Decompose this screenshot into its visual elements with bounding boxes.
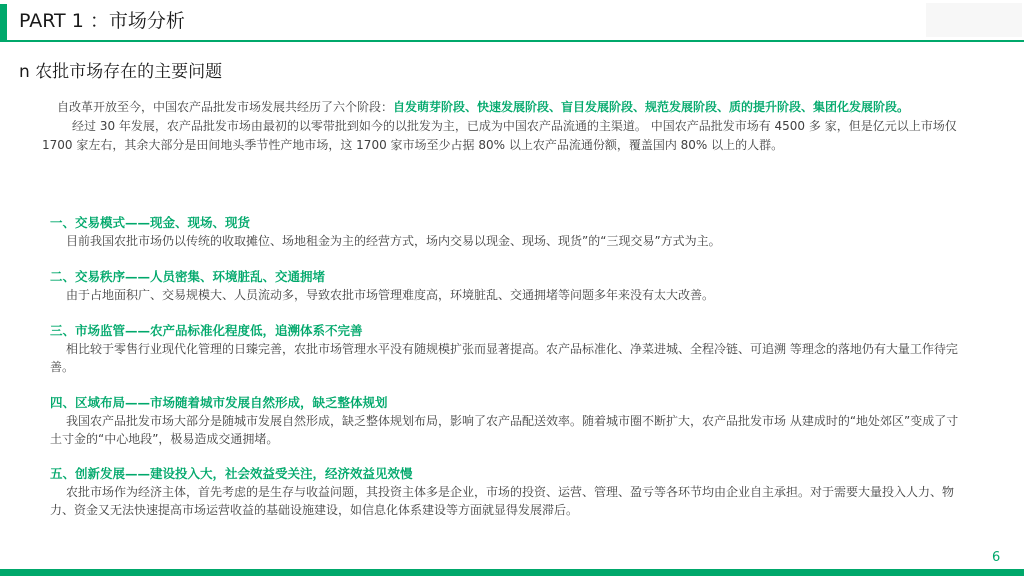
slide-subtitle xyxy=(19,60,222,84)
title-accent-bar xyxy=(0,4,7,40)
section-1 xyxy=(50,214,965,250)
section-heading: 五、创新发展——建设投入大，社会效益受关注，经济效益见效慢 xyxy=(50,466,413,481)
section-heading: 三、市场监管——农产品标准化程度低，追溯体系不完善 xyxy=(50,323,363,338)
intro-block xyxy=(42,98,988,155)
section-heading: 二、交易秩序——人员密集、环境脏乱、交通拥堵 xyxy=(50,269,326,284)
section-body: 由于占地面积广、交易规模大、人员流动多，导致农批市场管理难度高，环境脏乱、交通拥堵等问题多年来没有太大改善。 xyxy=(66,288,715,302)
section-body: 我国农产品批发市场大部分是随城市发展自然形成，缺乏整体规划布局，影响了农产品配送效率。随着城市圈不断扩大，农产品批发市场 从建成时的“地处郊区”变成了寸土寸金的“中心地段”，极易造成交通拥堵。 xyxy=(50,414,959,446)
page-number: 6 xyxy=(992,550,1001,565)
section-body: 相比较于零售行业现代化管理的日臻完善，农批市场管理水平没有随规模扩张而显著提高。农产品标准化、净菜进城、全程冷链、可追溯 等理念的落地仍有大量工作待完善。 xyxy=(50,342,958,374)
section-4 xyxy=(50,394,965,448)
section-heading: 四、区域布局——市场随着城市发展自然形成，缺乏整体规划 xyxy=(50,395,388,410)
header-divider xyxy=(0,40,1024,42)
subtitle-bullet: n xyxy=(19,62,30,82)
intro-paragraph-1 xyxy=(42,98,988,117)
section-body: 目前我国农批市场仍以传统的收取摊位、场地租金为主的经营方式，场内交易以现金、现场、现货”的“三现交易”方式为主。 xyxy=(66,234,721,248)
subtitle-text: 农批市场存在的主要问题 xyxy=(35,62,223,82)
section-2 xyxy=(50,268,965,304)
section-5 xyxy=(50,465,965,519)
header-placeholder-box xyxy=(926,3,1022,37)
intro-paragraph-2: 经过 30 年发展，农产品批发市场由最初的以零带批到如今的以批发为主，已成为中国农产品流通的主渠道。 中国农产品批发市场有 4500 多 家，但是亿元以上市场仅 1700 家左右，其余大部分是田间地头季节性产地市场，这 1700 家市场至少占据 80% 以上农产品流通份额，覆盖国内 80% 以上的人群。 xyxy=(42,119,957,152)
section-body: 农批市场作为经济主体，首先考虑的是生存与收益问题，其投资主体多是企业，市场的投资、运营、管理、盈亏等各环节均由企业自主承担。对于需要大量投入人力、物力、资金又无法快速提高市场运营收益的基础设施建设，如信息化体系建设等方面就显得发展滞后。 xyxy=(50,485,955,517)
section-heading: 一、交易模式——现金、现场、现货 xyxy=(50,215,251,230)
part-title: PART 1 ：市场分析 xyxy=(19,10,185,32)
section-3 xyxy=(50,322,965,376)
intro-p1-highlight: 自发萌芽阶段、快速发展阶段、盲目发展阶段、规范发展阶段、质的提升阶段、集团化发展阶段。 xyxy=(393,100,910,114)
footer-bar xyxy=(0,569,1024,576)
intro-p1-text: 自改革开放至今，中国农产品批发市场发展共经历了六个阶段： xyxy=(57,100,394,114)
